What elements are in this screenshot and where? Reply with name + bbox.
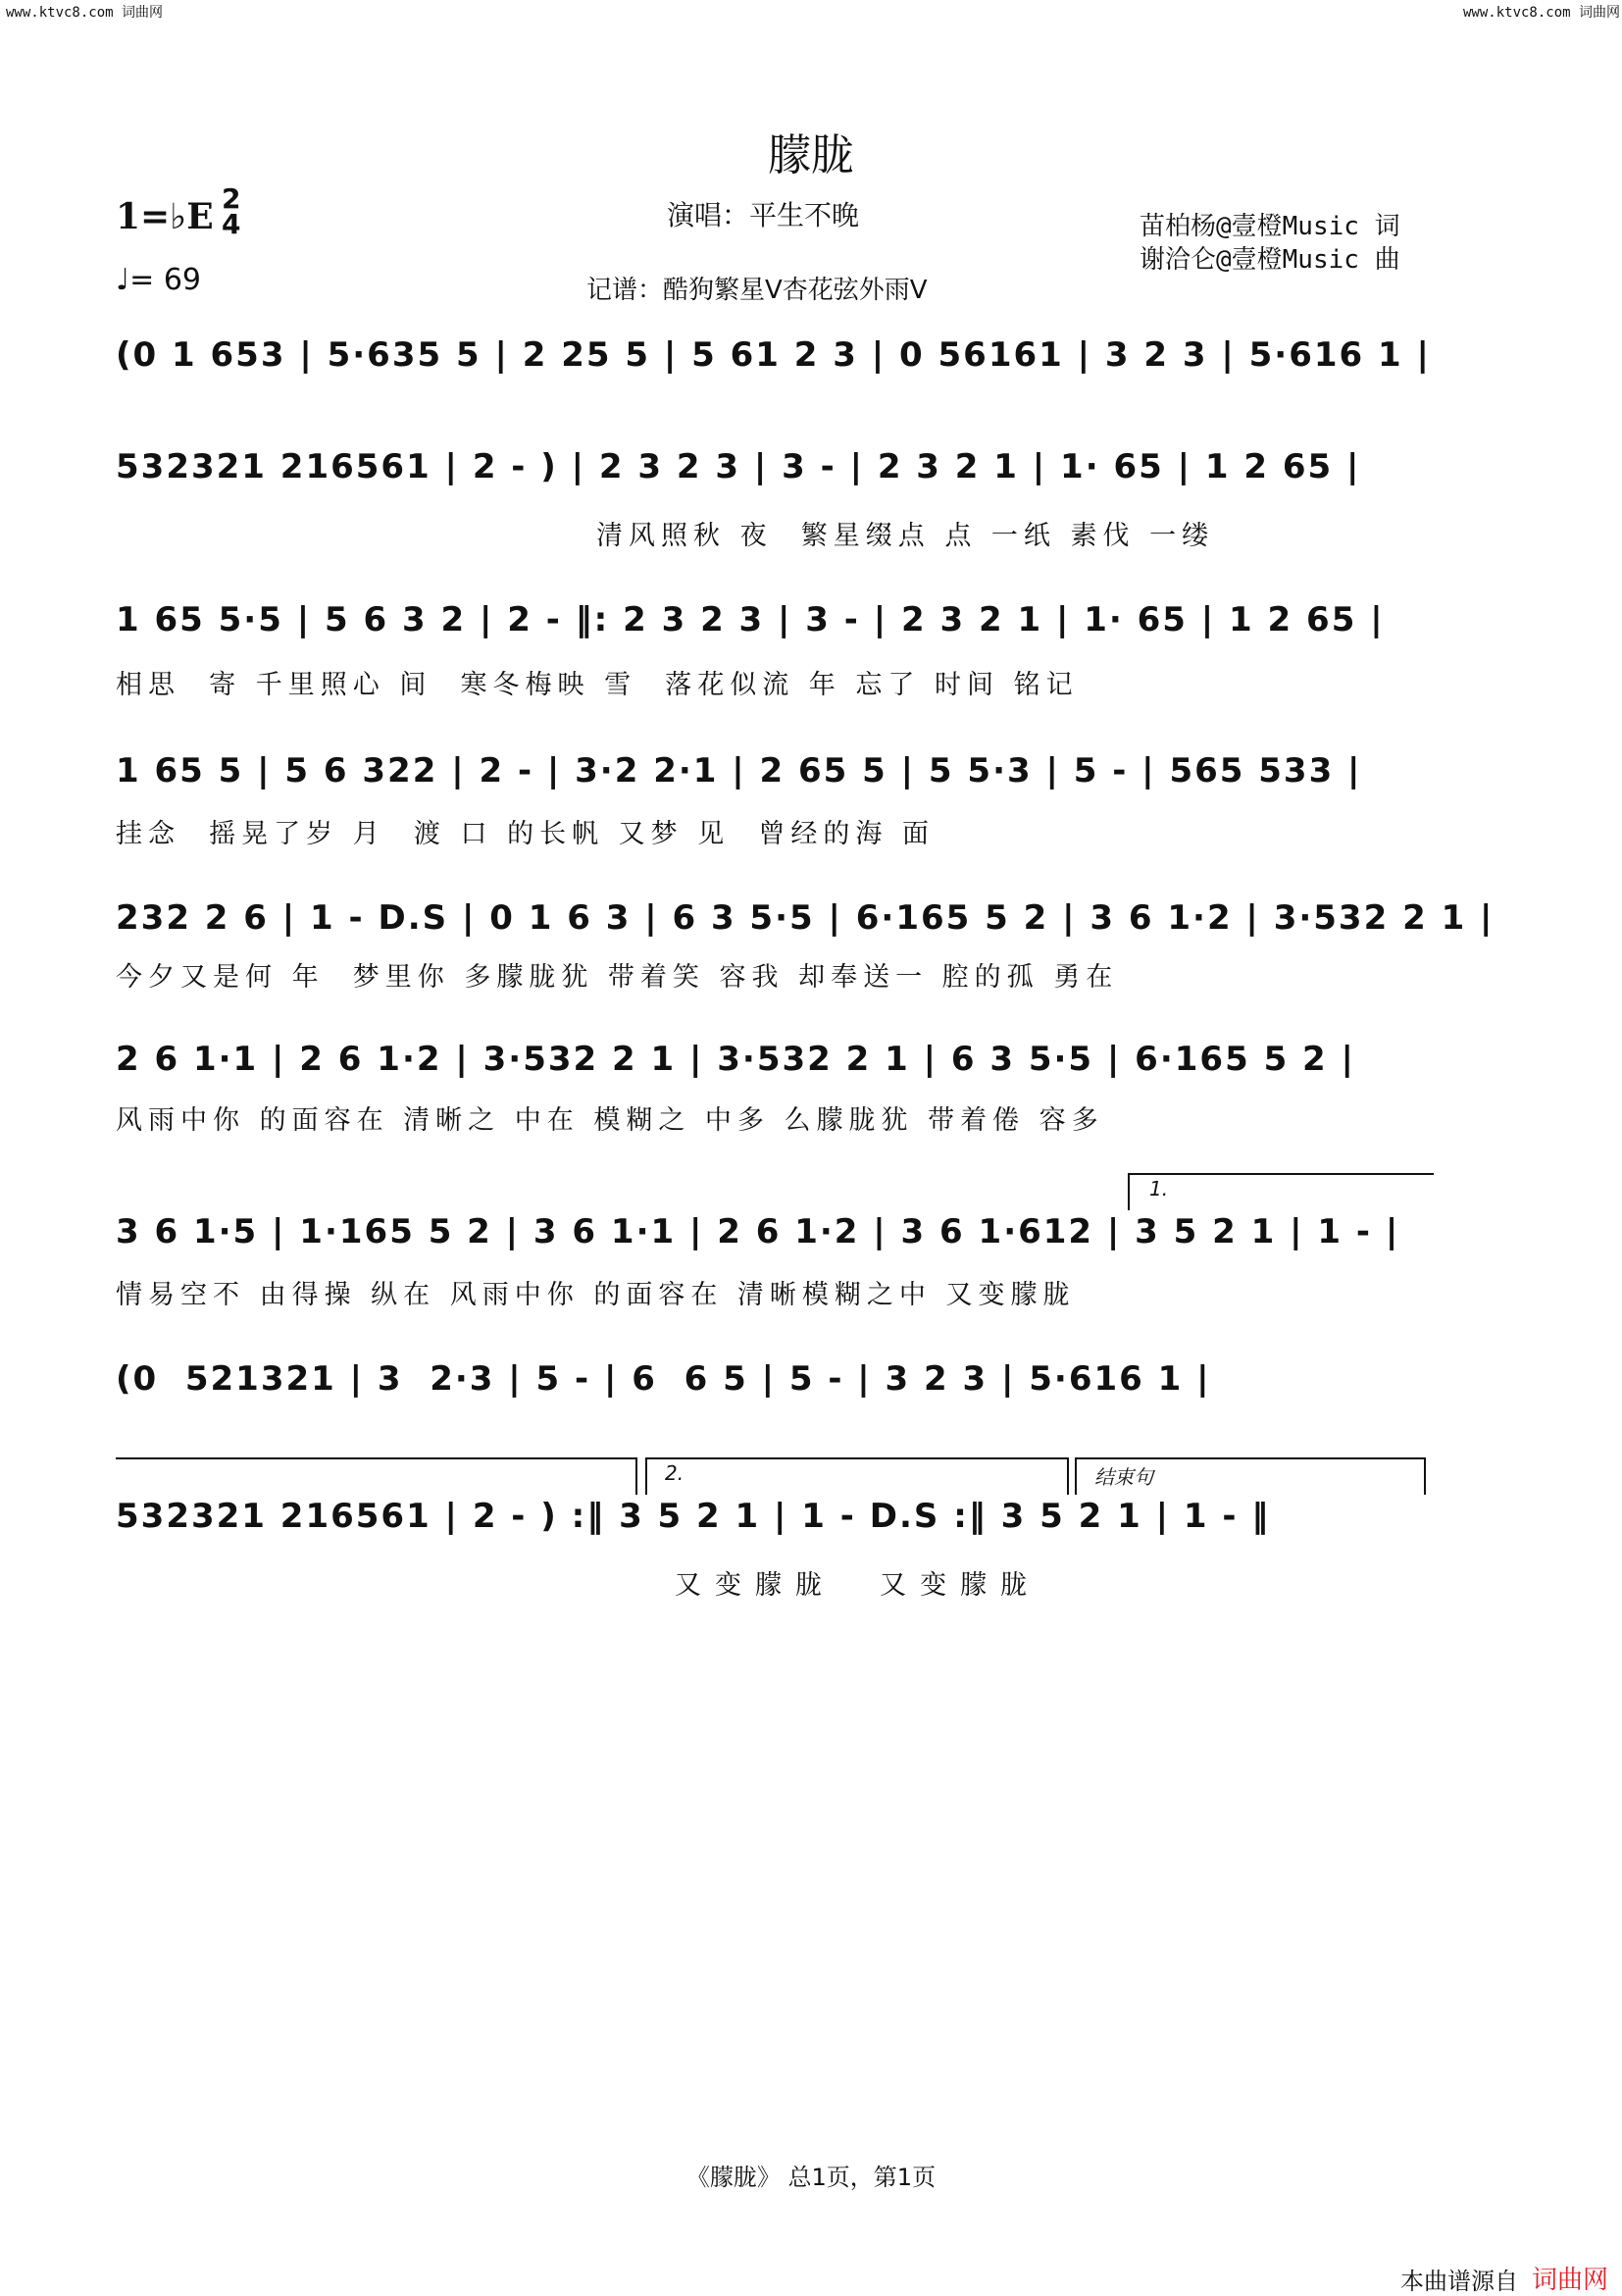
watermark-left: www.ktvc8.com 词曲网 xyxy=(6,5,164,21)
volta-second-bracket xyxy=(645,1457,1069,1495)
lyrics-line: 风雨中你 的面容在 清晰之 中在 模糊之 中多 么朦胧犹 带着倦 容多 xyxy=(116,1105,1104,1136)
transcriber-credit: 记谱：酷狗繁星V杏花弦外雨V xyxy=(586,276,928,305)
lyrics-line: 挂念 摇晃了岁 月 渡 口 的长帆 又梦 见 曾经的海 面 xyxy=(116,819,935,849)
notes-line: (0 521321 | 3 2·3 | 5 - | 6 6 5 | 5 - | 3 2 3 | 5·616 1 | xyxy=(116,1359,1211,1399)
lyrics-line: 又变朦胧 又变朦胧 xyxy=(675,1570,1041,1601)
volta-second-label: 2. xyxy=(665,1461,684,1485)
notes-line: (0 1 653 | 5·635 5 | 2 25 5 | 5 61 2 3 | 0 56161 | 3 2 3 | 5·616 1 | xyxy=(116,335,1431,375)
notes-line: 1 65 5·5 | 5 6 3 2 | 2 - ‖: 2 3 2 3 | 3 - | 2 3 2 1 | 1· 65 | 1 2 65 | xyxy=(116,600,1385,639)
lyrics-line: 相思 寄 千里照心 间 寒冬梅映 雪 落花似流 年 忘了 时间 铭记 xyxy=(116,670,1079,700)
score-row-3 xyxy=(116,600,1440,708)
score-row-4 xyxy=(116,751,1440,859)
singer-credit: 演唱：平生不晚 xyxy=(667,199,860,231)
ending-label: 结束句 xyxy=(1094,1465,1153,1489)
notes-line: 532321 216561 | 2 - ) :‖ 3 5 2 1 | 1 - D.S :‖ 3 5 2 1 | 1 - ‖ xyxy=(116,1497,1271,1536)
notes-line: 232 2 6 | 1 - D.S | 0 1 6 3 | 6 3 5·5 | 6·165 5 2 | 3 6 1·2 | 3·532 2 1 | xyxy=(116,898,1495,938)
score-row-1 xyxy=(116,335,1440,414)
watermark-right: www.ktvc8.com 词曲网 xyxy=(1463,5,1621,21)
lyricist-credit: 苗柏杨@壹橙Music 词 xyxy=(1140,212,1400,241)
source-label: 本曲谱源自 xyxy=(1400,2268,1518,2295)
lyrics-line: 今夕又是何 年 梦里你 多朦胧犹 带着笑 容我 却奉送一 腔的孤 勇在 xyxy=(116,962,1119,993)
volta-first-bracket xyxy=(1128,1173,1434,1210)
notes-line: 2 6 1·1 | 2 6 1·2 | 3·532 2 1 | 3·532 2 1 | 6 3 5·5 | 6·165 5 2 | xyxy=(116,1040,1355,1079)
tempo-marking: ♩= 69 xyxy=(116,263,201,297)
time-numerator: 2 xyxy=(222,182,241,215)
score-row-6 xyxy=(116,1040,1440,1148)
score-row-5 xyxy=(116,898,1495,1006)
composer-credit: 谢洽仑@壹橙Music 曲 xyxy=(1140,245,1400,275)
score-row-7 xyxy=(116,1212,1440,1320)
page-footer: 《朦胧》 总1页，第1页 xyxy=(685,2164,937,2191)
time-denominator: 4 xyxy=(222,208,241,240)
lyrics-line: 情易空不 由得操 纵在 风雨中你 的面容在 清晰模糊之中 又变朦胧 xyxy=(116,1280,1076,1310)
song-title: 朦胧 xyxy=(768,130,854,180)
lyrics-line: 清风照秋 夜 繁星缀点 点 一纸 素伐 一缕 xyxy=(596,521,1215,551)
volta-first-label: 1. xyxy=(1149,1177,1169,1200)
notes-line: 532321 216561 | 2 - ) | 2 3 2 3 | 3 - | 2 3 2 1 | 1· 65 | 1 2 65 | xyxy=(116,447,1361,486)
score-row-9 xyxy=(116,1497,1440,1605)
volta-first-continuation xyxy=(116,1457,637,1495)
source-brand[interactable]: 词曲网 xyxy=(1532,2266,1609,2295)
notes-line: 3 6 1·5 | 1·165 5 2 | 3 6 1·1 | 2 6 1·2 | 3 6 1·612 | 3 5 2 1 | 1 - | xyxy=(116,1212,1400,1251)
score-row-2 xyxy=(116,447,1440,555)
time-signature xyxy=(222,182,241,240)
notes-line: 1 65 5 | 5 6 322 | 2 - | 3·2 2·1 | 2 65 5 | 5 5·3 | 5 - | 565 533 | xyxy=(116,751,1362,791)
key-signature: 1=♭E xyxy=(116,196,214,237)
score-row-8 xyxy=(116,1359,1440,1428)
